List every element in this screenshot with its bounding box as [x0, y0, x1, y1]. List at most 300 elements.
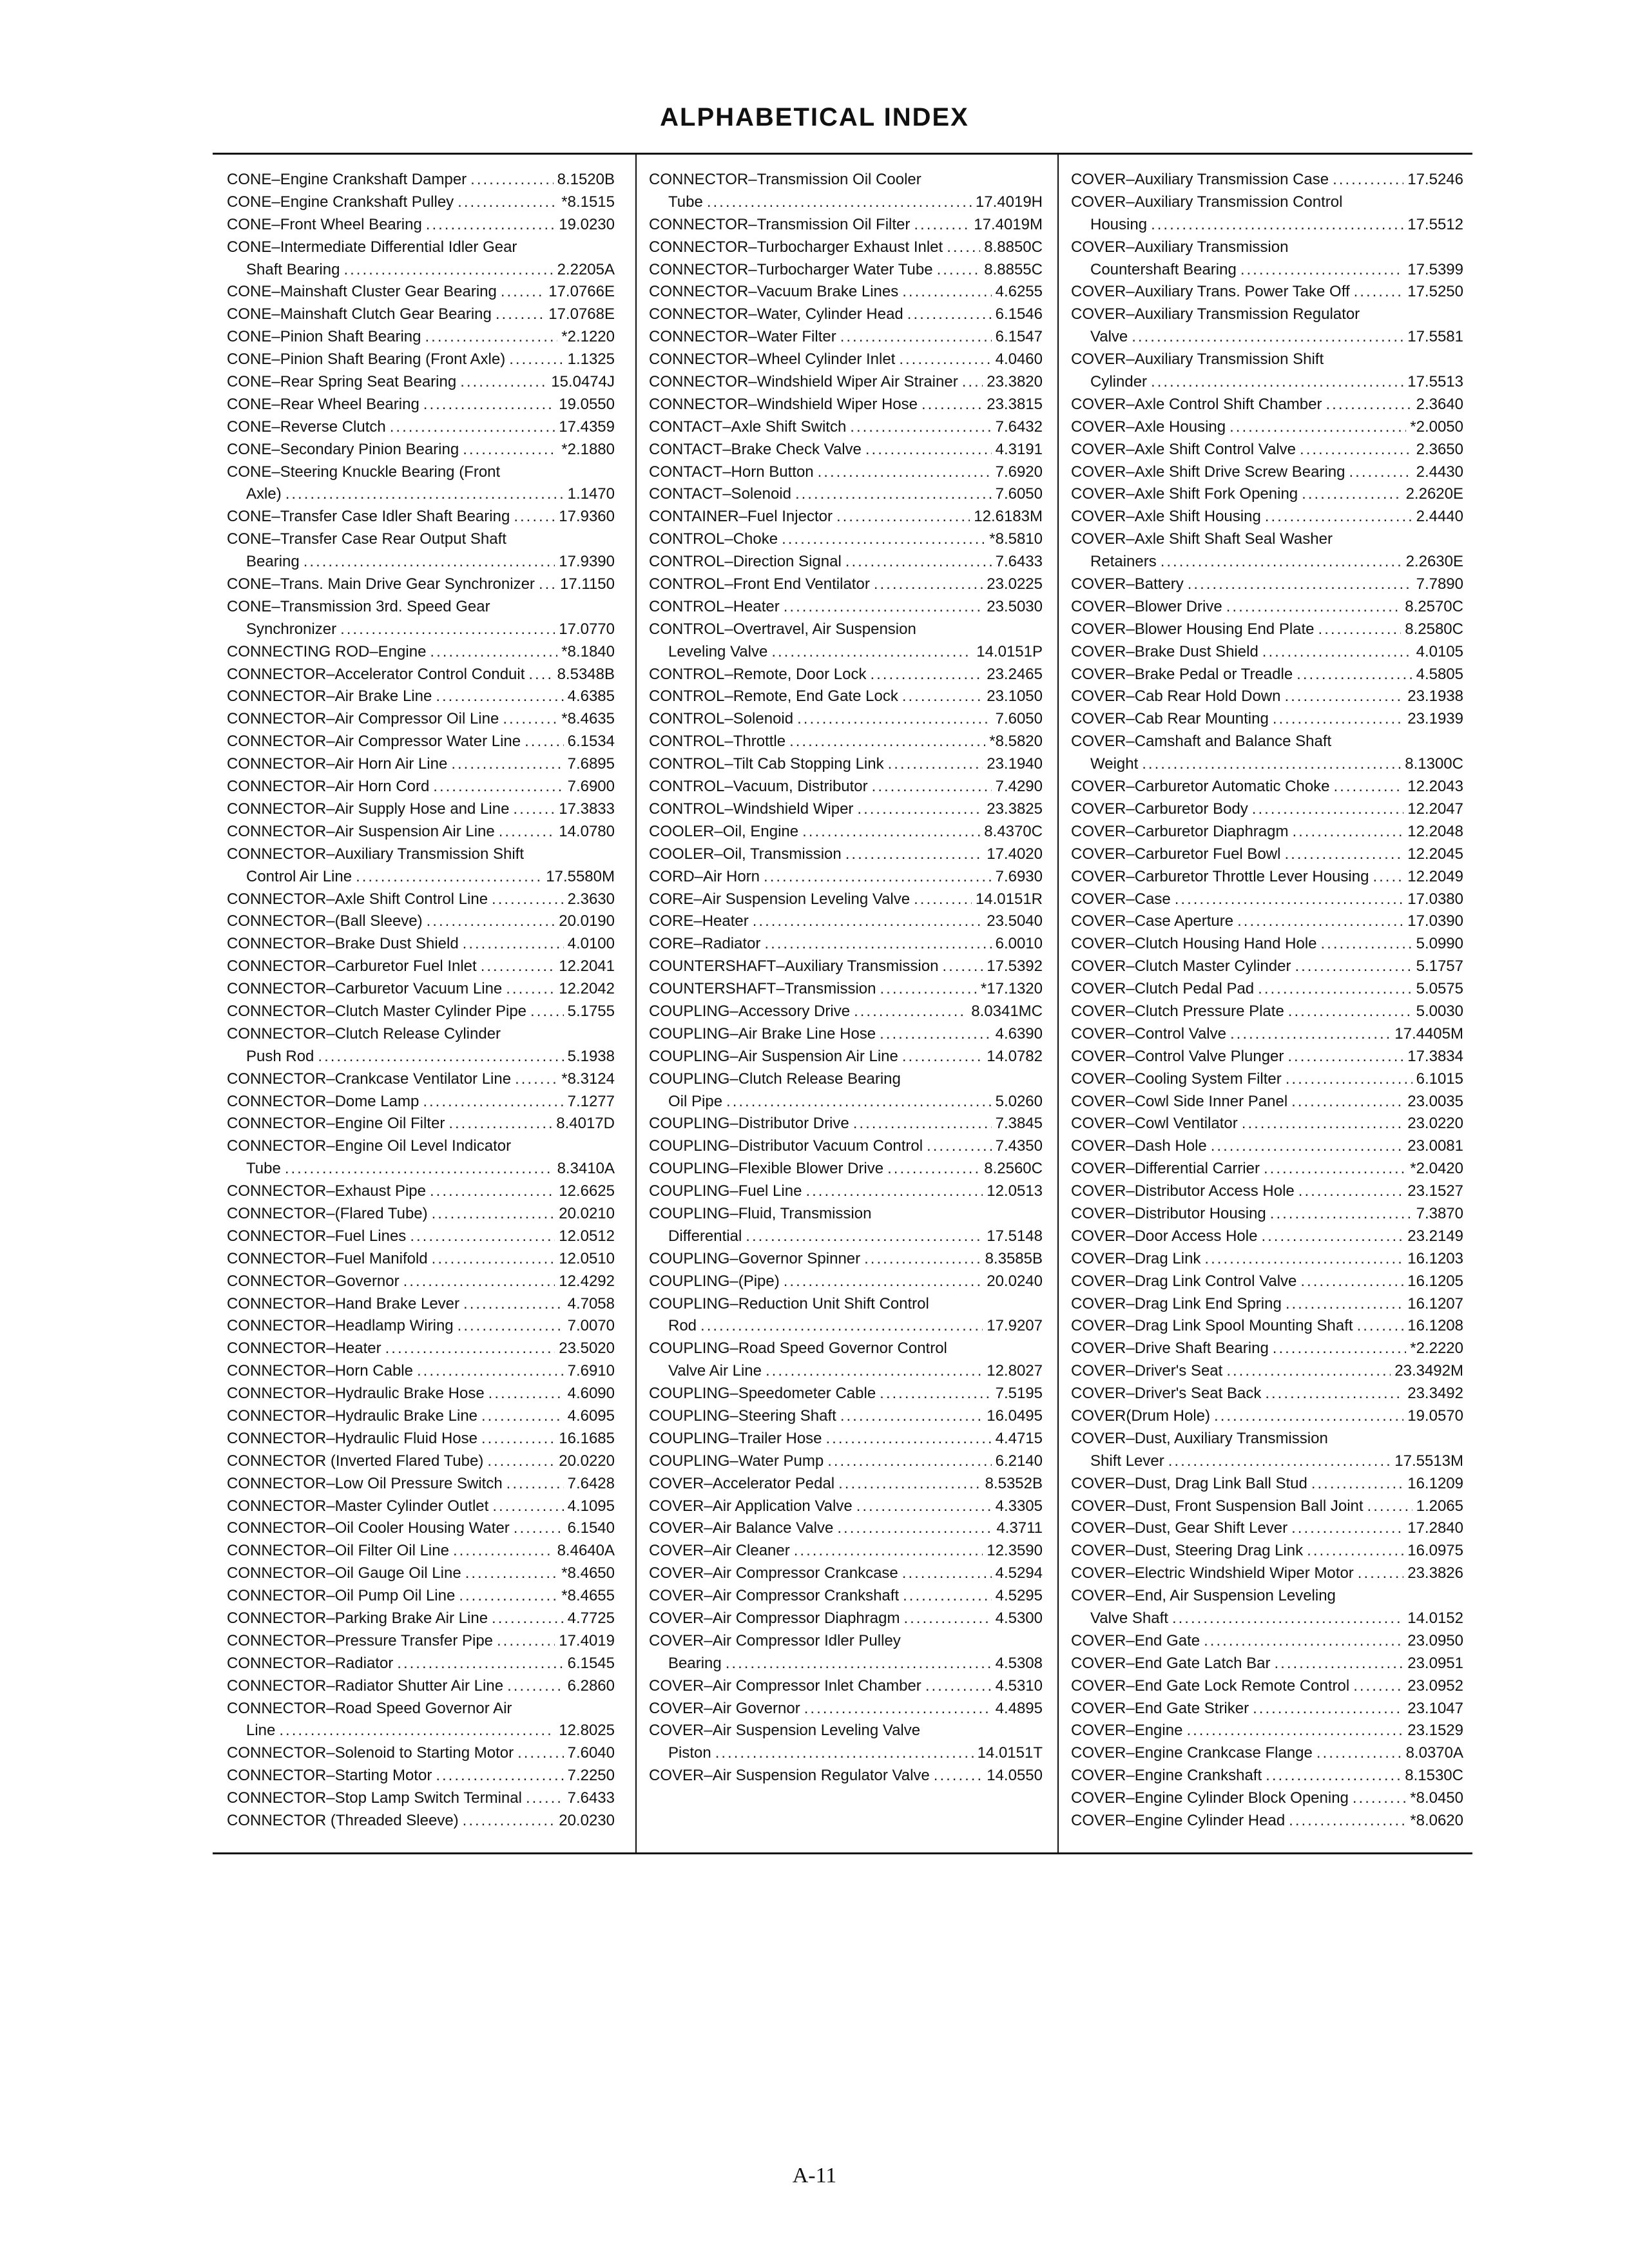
entry-code: *2.2220: [1410, 1340, 1463, 1358]
index-entry: [649, 416, 1043, 439]
index-entry: [227, 394, 615, 416]
dot-leader: [514, 1517, 564, 1540]
entry-code: 8.8850C: [984, 238, 1043, 256]
entry-code: 17.0766E: [548, 283, 615, 301]
entry-code: 23.1938: [1407, 687, 1463, 706]
index-entry: [227, 303, 615, 326]
entry-code: 7.6433: [567, 1789, 615, 1807]
entry-code: 14.0151P: [976, 642, 1043, 660]
dot-leader: [857, 798, 983, 821]
dot-leader: [1168, 1450, 1391, 1473]
entry-code: 17.3834: [1407, 1047, 1463, 1065]
entry-code: 2.3640: [1416, 395, 1463, 413]
entry-text: COVER–Dust, Auxiliary Transmission: [1071, 1429, 1328, 1447]
index-entry: [227, 1608, 615, 1630]
index-entry: [1071, 1405, 1463, 1428]
index-entry: [1071, 1675, 1463, 1698]
dot-leader: [836, 506, 970, 528]
entry-code: 4.7725: [567, 1610, 615, 1627]
index-entry: [1071, 708, 1463, 731]
entry-code: 2.4430: [1416, 463, 1463, 481]
index-entry: [227, 978, 615, 1001]
index-entry: [649, 1540, 1043, 1562]
entry-code: 23.1529: [1407, 1722, 1463, 1740]
dot-leader: [470, 169, 553, 191]
entry-code: 8.4017D: [556, 1115, 615, 1133]
entry-code: 20.0190: [559, 912, 615, 930]
dot-leader: [501, 281, 545, 303]
dot-leader: [902, 281, 991, 303]
dot-leader: [1266, 1765, 1401, 1787]
entry-text: COVER–Drag Link End Spring: [1071, 1294, 1282, 1312]
entry-code: 19.0570: [1407, 1407, 1463, 1425]
index-entry: [227, 1315, 615, 1338]
index-entry: [649, 1293, 1043, 1338]
index-entry: [649, 1585, 1043, 1608]
entry-text: CONTROL–Front End Ventilator: [649, 575, 870, 593]
dot-leader: [1321, 933, 1412, 956]
entry-text: CONNECTING ROD–Engine: [227, 642, 427, 660]
entry-text: CONNECTOR–Oil Filter Oil Line: [227, 1542, 449, 1560]
dot-leader: [1288, 1001, 1412, 1023]
entry-code: 12.6625: [559, 1182, 615, 1200]
dot-leader: [1358, 1562, 1403, 1585]
index-entry: [227, 1135, 615, 1180]
entry-code: 7.6920: [995, 463, 1043, 481]
dot-leader: [1172, 1608, 1403, 1630]
entry-code: 20.0240: [987, 1272, 1043, 1290]
index-entry: [649, 596, 1043, 619]
entry-text: CONTACT–Horn Button: [649, 463, 814, 481]
index-entry: [649, 236, 1043, 259]
entry-text: COUPLING–Steering Shaft: [649, 1407, 836, 1425]
dot-leader: [515, 1068, 557, 1091]
dot-leader: [517, 1742, 564, 1765]
entry-code: 23.0951: [1407, 1654, 1463, 1672]
entry-code: 8.4370C: [984, 822, 1043, 840]
entry-code: 17.4019M: [974, 215, 1043, 233]
entry-text: CORD–Air Horn: [649, 867, 760, 885]
dot-leader: [921, 394, 983, 416]
index-entry: [227, 1742, 615, 1765]
entry-text: Shift Lever: [1090, 1452, 1164, 1470]
index-entry: [1071, 281, 1463, 303]
entry-code: 17.1150: [560, 575, 615, 593]
entry-text: CONNECTOR–Auxiliary Transmission Shift: [227, 845, 525, 863]
entry-text: CONNECTOR–Wheel Cylinder Inlet: [649, 351, 896, 369]
entry-text: CONNECTOR–Windshield Wiper Hose: [649, 395, 918, 413]
dot-leader: [1291, 1091, 1403, 1113]
index-entry: [227, 1698, 615, 1743]
index-entry: [227, 686, 615, 708]
entry-text: CONNECTOR–Fuel Lines: [227, 1227, 407, 1245]
entry-text: COVER–Dash Hole: [1071, 1137, 1207, 1155]
entry-text: COVER–Cowl Side Inner Panel: [1071, 1092, 1288, 1110]
dot-leader: [764, 933, 991, 956]
entry-code: 4.5295: [995, 1587, 1043, 1605]
entry-code: 4.0460: [995, 351, 1043, 369]
entry-code: 6.2140: [995, 1452, 1043, 1470]
entry-text: COVER–End Gate Striker: [1071, 1699, 1249, 1717]
dot-leader: [503, 708, 557, 731]
index-entry: [227, 1787, 615, 1810]
index-entry: [1071, 798, 1463, 821]
entry-text: COVER–Clutch Pressure Plate: [1071, 1002, 1284, 1020]
dot-leader: [509, 349, 563, 371]
dot-leader: [1273, 708, 1403, 731]
dot-leader: [340, 619, 555, 641]
index-entry: [649, 1023, 1043, 1046]
dot-leader: [433, 776, 563, 798]
entry-text: COUPLING–Reduction Unit Shift Control: [649, 1294, 929, 1312]
dot-leader: [1349, 461, 1412, 484]
dot-leader: [746, 1225, 983, 1248]
entry-code: 19.0230: [559, 215, 615, 233]
index-entry: [649, 551, 1043, 573]
dot-leader: [753, 910, 983, 933]
dot-leader: [902, 686, 983, 708]
index-entry: [1071, 1225, 1463, 1248]
entry-text: Countershaft Bearing: [1090, 260, 1237, 278]
entry-text: Axle): [246, 485, 282, 503]
index-entry: [649, 1517, 1043, 1540]
entry-text: COVER–Air Suspension Regulator Valve: [649, 1767, 930, 1785]
entry-text: COVER–Distributor Housing: [1071, 1204, 1266, 1222]
index-entry: [1071, 978, 1463, 1001]
top-rule: [213, 153, 1472, 155]
entry-text: CONNECTOR–Carburetor Vacuum Line: [227, 980, 503, 998]
index-entry: [649, 303, 1043, 326]
entry-text: CONTROL–Remote, Door Lock: [649, 665, 867, 683]
index-entry: [227, 708, 615, 731]
index-entry: [649, 1271, 1043, 1293]
entry-text: CONTACT–Axle Shift Switch: [649, 418, 847, 436]
entry-text: COVER–Carburetor Diaphragm: [1071, 822, 1289, 840]
entry-text: CORE–Air Suspension Leveling Valve: [649, 890, 911, 908]
dot-leader: [410, 1225, 555, 1248]
entry-code: 7.6040: [567, 1744, 615, 1762]
index-entry: [649, 259, 1043, 282]
entry-text: COVER–Engine Cylinder Head: [1071, 1812, 1286, 1830]
entry-text: COOLER–Oil, Transmission: [649, 845, 842, 863]
dot-leader: [827, 1450, 991, 1473]
entry-text: CONNECTOR–Solenoid to Starting Motor: [227, 1744, 514, 1762]
entry-text: COVER–Brake Pedal or Treadle: [1071, 665, 1293, 683]
entry-code: *8.1515: [561, 193, 615, 211]
index-entry: [649, 461, 1043, 484]
entry-text: COVER–Air Compressor Crankshaft: [649, 1587, 900, 1605]
dot-leader: [458, 191, 557, 214]
index-entry: [1071, 573, 1463, 596]
entry-code: 8.2580C: [1405, 620, 1463, 638]
entry-code: 23.0952: [1407, 1677, 1463, 1695]
entry-text: CONTROL–Solenoid: [649, 710, 794, 728]
entry-code: 17.4019H: [975, 193, 1043, 211]
entry-code: 17.5512: [1407, 215, 1463, 233]
entry-text: COVER–Drag Link Spool Mounting Shaft: [1071, 1317, 1353, 1335]
entry-text: Shaft Bearing: [246, 260, 340, 278]
entry-code: 23.2465: [987, 665, 1043, 683]
dot-leader: [1325, 394, 1412, 416]
dot-leader: [506, 978, 555, 1001]
entry-code: 2.3650: [1416, 440, 1463, 458]
entry-code: 4.7058: [567, 1294, 615, 1312]
index-entry: [227, 1495, 615, 1518]
entry-text: CONNECTOR–Brake Dust Shield: [227, 935, 459, 953]
entry-code: 4.5294: [995, 1564, 1043, 1582]
index-entry: [1071, 1810, 1463, 1832]
entry-code: 12.2048: [1407, 822, 1463, 840]
dot-leader: [1142, 753, 1401, 776]
entry-text: Cylinder: [1090, 373, 1148, 391]
entry-text: CONNECTOR–Horn Cable: [227, 1362, 413, 1380]
entry-text: COVER–Clutch Pedal Pad: [1071, 980, 1255, 998]
entry-code: 17.4019: [559, 1631, 615, 1649]
index-entry: [649, 1428, 1043, 1450]
entry-text: COVER–Cowl Ventilator: [1071, 1115, 1238, 1133]
entry-code: 5.1938: [567, 1047, 615, 1065]
entry-code: 23.3492M: [1394, 1362, 1463, 1380]
entry-text: COVER–Engine Cylinder Block Opening: [1071, 1789, 1349, 1807]
dot-leader: [864, 1248, 981, 1271]
entry-text: COVER–Control Valve: [1071, 1024, 1226, 1043]
index-entry: [649, 1113, 1043, 1135]
entry-code: 4.4715: [995, 1429, 1043, 1447]
dot-leader: [1284, 843, 1403, 866]
entry-code: 14.0151T: [977, 1744, 1043, 1762]
dot-leader: [726, 1653, 992, 1675]
index-entry: [1071, 1742, 1463, 1765]
entry-text: COVER–Carburetor Body: [1071, 800, 1248, 818]
index-entry: [1071, 1046, 1463, 1068]
entry-code: 17.4020: [987, 845, 1043, 863]
entry-code: 4.6390: [995, 1024, 1043, 1043]
entry-code: 12.8027: [987, 1362, 1043, 1380]
entry-text: CONNECTOR–(Flared Tube): [227, 1204, 428, 1222]
index-entry: [227, 506, 615, 528]
entry-code: 7.5195: [995, 1385, 1043, 1403]
entry-text: CONTROL–Windshield Wiper: [649, 800, 854, 818]
entry-text: CONE–Pinion Shaft Bearing (Front Axle): [227, 351, 506, 369]
index-entry: [227, 1248, 615, 1271]
dot-leader: [899, 349, 991, 371]
bottom-rule: [213, 1852, 1472, 1854]
entry-text: COVER–Control Valve Plunger: [1071, 1047, 1284, 1065]
dot-leader: [937, 259, 981, 282]
index-entry: [649, 439, 1043, 461]
index-entry: [649, 349, 1043, 371]
dot-leader: [927, 1135, 992, 1158]
index-entry: [227, 1338, 615, 1360]
index-entry: [1071, 1203, 1463, 1225]
dot-leader: [1226, 1360, 1391, 1383]
dot-leader: [432, 1203, 555, 1225]
dot-leader: [838, 1473, 981, 1495]
dot-leader: [925, 1675, 992, 1698]
entry-text: CONTROL–Vacuum, Distributor: [649, 778, 868, 796]
entry-code: 23.3492: [1407, 1385, 1463, 1403]
entry-text: COUPLING–Distributor Vacuum Control: [649, 1137, 923, 1155]
index-entry: [1071, 191, 1463, 236]
entry-code: 8.5352B: [985, 1474, 1043, 1492]
index-entry: [227, 371, 615, 394]
dot-leader: [874, 573, 983, 596]
entry-text: COVER–Differential Carrier: [1071, 1160, 1260, 1178]
entry-code: 2.4440: [1416, 508, 1463, 526]
entry-text: CONNECTOR–Hydraulic Brake Hose: [227, 1385, 485, 1403]
dot-leader: [448, 1113, 552, 1135]
dot-leader: [880, 1383, 991, 1405]
index-entry: [1071, 1517, 1463, 1540]
entry-text: Housing: [1090, 215, 1148, 233]
entry-text: CONNECTOR–(Ball Sleeve): [227, 912, 423, 930]
dot-leader: [850, 416, 991, 439]
index-column-1: [227, 169, 615, 1832]
entry-code: 16.1209: [1407, 1474, 1463, 1492]
dot-leader: [526, 1787, 564, 1810]
index-entry: [649, 1473, 1043, 1495]
index-entry: [649, 1608, 1043, 1630]
entry-code: 12.8025: [559, 1722, 615, 1740]
entry-text: Tube: [246, 1160, 281, 1178]
entry-text: CONNECTOR–Vacuum Brake Lines: [649, 283, 899, 301]
entry-code: 7.6433: [995, 553, 1043, 571]
entry-text: CONNECTOR–Carburetor Fuel Inlet: [227, 957, 477, 975]
entry-code: 12.2043: [1407, 778, 1463, 796]
entry-code: *2.0050: [1410, 418, 1463, 436]
dot-leader: [1316, 1742, 1402, 1765]
index-entry: [649, 821, 1043, 843]
dot-leader: [304, 551, 555, 573]
dot-leader: [794, 1540, 983, 1562]
dot-leader: [887, 1158, 980, 1180]
entry-code: 7.3845: [995, 1115, 1043, 1133]
index-entry: [227, 1562, 615, 1585]
entry-text: COVER–Carburetor Automatic Choke: [1071, 778, 1330, 796]
entry-text: COVER–Carburetor Fuel Bowl: [1071, 845, 1281, 863]
entry-text: COVER–Auxiliary Transmission Regulator: [1071, 305, 1360, 323]
index-entry: [227, 461, 615, 506]
entry-text: CONNECTOR–Turbocharger Exhaust Inlet: [649, 238, 943, 256]
entry-text: COVER–Air Compressor Inlet Chamber: [649, 1677, 921, 1695]
entry-code: 6.1015: [1416, 1070, 1463, 1088]
entry-code: 23.1527: [1407, 1182, 1463, 1200]
index-entry: [227, 1113, 615, 1135]
index-entry: [1071, 1271, 1463, 1293]
entry-code: 5.0990: [1416, 935, 1463, 953]
entry-text: CONE–Mainshaft Cluster Gear Bearing: [227, 283, 497, 301]
dot-leader: [856, 1495, 992, 1518]
entry-text: COVER–Driver's Seat Back: [1071, 1385, 1262, 1403]
entry-text: CONNECTOR–Water, Cylinder Head: [649, 305, 903, 323]
dot-leader: [436, 1765, 563, 1787]
entry-text: CONNECTOR–Parking Brake Air Line: [227, 1610, 488, 1627]
entry-text: CORE–Heater: [649, 912, 749, 930]
entry-code: 14.0550: [987, 1767, 1043, 1785]
entry-text: CONNECTOR–Accelerator Control Conduit: [227, 665, 525, 683]
entry-text: CONNECTOR–Low Oil Pressure Switch: [227, 1474, 503, 1492]
index-entry: [227, 753, 615, 776]
index-entry: [227, 1585, 615, 1608]
entry-text: CONNECTOR–Engine Oil Level Indicator: [227, 1137, 512, 1155]
dot-leader: [403, 1271, 555, 1293]
index-entry: [1071, 596, 1463, 619]
dot-leader: [818, 461, 992, 484]
index-entry: [1071, 686, 1463, 708]
index-entry: [227, 910, 615, 933]
dot-leader: [907, 303, 992, 326]
entry-text: CONNECTOR–Air Horn Cord: [227, 778, 430, 796]
index-entry: [227, 1091, 615, 1113]
entry-text: COUPLING–Air Brake Line Hose: [649, 1024, 876, 1043]
entry-text: Valve: [1090, 328, 1128, 346]
dot-leader: [914, 214, 970, 236]
entry-code: 12.0510: [559, 1249, 615, 1267]
dot-leader: [902, 1562, 992, 1585]
entry-code: 7.6428: [567, 1474, 615, 1492]
entry-text: Oil Pipe: [668, 1092, 723, 1110]
dot-leader: [497, 1630, 555, 1653]
entry-text: CONNECTOR–Governor: [227, 1272, 400, 1290]
entry-code: 4.6255: [995, 283, 1043, 301]
index-entry: [649, 686, 1043, 708]
dot-leader: [764, 866, 992, 889]
entry-text: COVER–Axle Shift Control Valve: [1071, 440, 1296, 458]
dot-leader: [492, 889, 564, 911]
entry-text: CONNECTOR–Transmission Oil Cooler: [649, 171, 921, 188]
entry-text: CONNECTOR–Transmission Oil Filter: [649, 215, 911, 233]
entry-code: 17.4359: [559, 418, 615, 436]
dot-leader: [1367, 1495, 1412, 1518]
index-entry: [1071, 1248, 1463, 1271]
entry-text: CONNECTOR–Oil Pump Oil Line: [227, 1587, 456, 1605]
entry-code: 1.1470: [567, 485, 615, 503]
entry-code: 2.3630: [567, 890, 615, 908]
entry-code: 8.1300C: [1405, 755, 1463, 773]
entry-code: 7.6050: [995, 710, 1043, 728]
entry-text: COVER–Axle Shift Housing: [1071, 508, 1261, 526]
index-entry: [649, 506, 1043, 528]
dot-leader: [837, 1517, 992, 1540]
entry-code: 17.5399: [1407, 260, 1463, 278]
entry-text: COUPLING–Clutch Release Bearing: [649, 1070, 901, 1088]
dot-leader: [285, 1158, 554, 1180]
dot-leader: [934, 1765, 983, 1787]
dot-leader: [840, 1405, 983, 1428]
index-entry: [1071, 1315, 1463, 1338]
index-entry: [649, 394, 1043, 416]
entry-text: CONTAINER–Fuel Injector: [649, 508, 833, 526]
entry-code: *2.1220: [561, 328, 615, 346]
dot-leader: [1151, 371, 1403, 394]
index-entry: [227, 1271, 615, 1293]
entry-text: COVER–Dust, Drag Link Ball Stud: [1071, 1474, 1307, 1492]
dot-leader: [1230, 1023, 1391, 1046]
entry-code: 8.0370A: [1405, 1744, 1463, 1762]
entry-text: COUPLING–(Pipe): [649, 1272, 780, 1290]
index-entry: [649, 1630, 1043, 1675]
entry-code: 2.2205A: [557, 260, 615, 278]
index-entry: [649, 933, 1043, 956]
dot-leader: [795, 483, 992, 506]
index-entry: [227, 731, 615, 753]
dot-leader: [390, 416, 555, 439]
index-entry: [227, 1630, 615, 1653]
entry-code: 1.1325: [567, 351, 615, 369]
dot-leader: [1357, 1315, 1404, 1338]
entry-text: CONNECTOR–Clutch Master Cylinder Pipe: [227, 1002, 527, 1020]
index-entry: [649, 798, 1043, 821]
